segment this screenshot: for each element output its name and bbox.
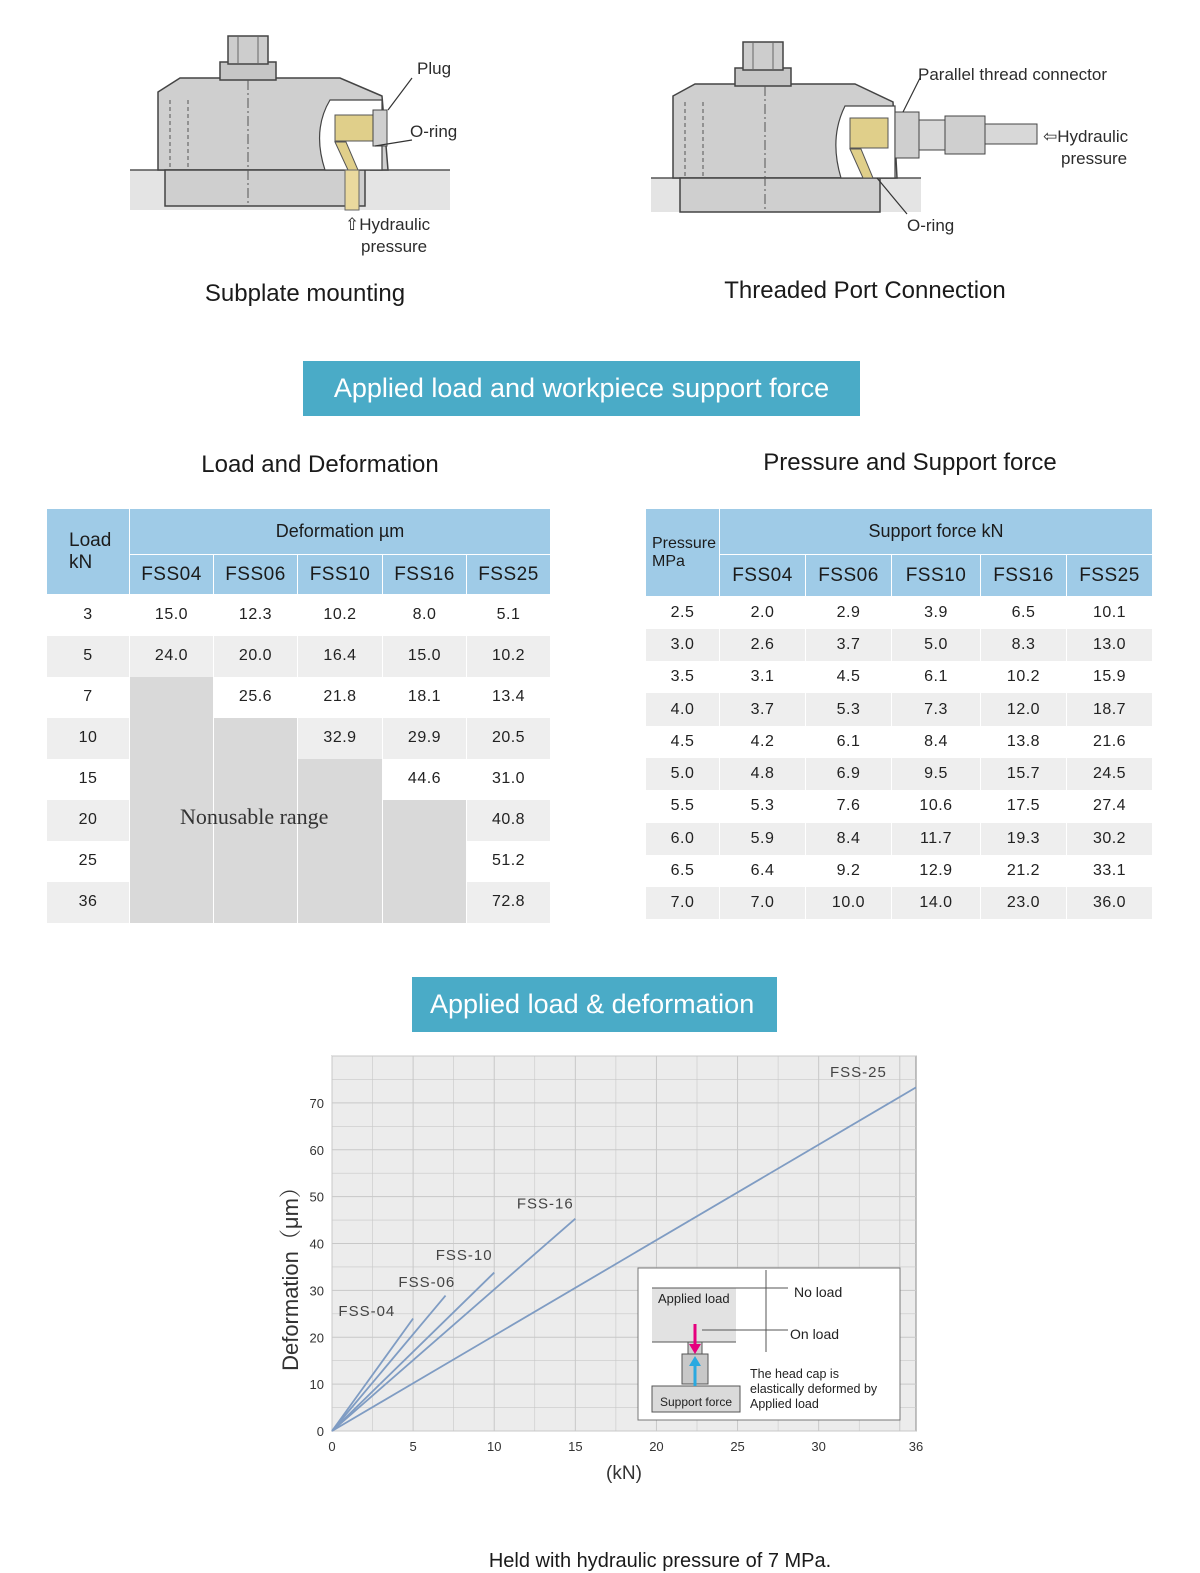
pressure-row-label: 6.5 [646, 855, 720, 887]
y-tick-label: 40 [309, 1236, 324, 1252]
pressure-cell: 14.0 [892, 887, 981, 919]
pressure-cell: 12.9 [892, 855, 981, 887]
table-row [646, 661, 1153, 693]
hydraulic-label-threaded [1043, 126, 1128, 170]
table-row [646, 597, 1153, 629]
pressure-cell: 10.2 [981, 661, 1067, 693]
section-banner-load-deformation: Applied load & deformation [412, 977, 777, 1032]
pressure-row-label: 2.5 [646, 597, 720, 629]
pressure-cell: 17.5 [981, 790, 1067, 822]
table-row [646, 693, 1153, 725]
pressure-cell: 18.7 [1067, 693, 1153, 725]
nonusable-cell [214, 841, 298, 882]
threaded-caption: Threaded Port Connection [724, 277, 1006, 304]
pressure-cell: 8.4 [806, 823, 892, 855]
load-cell: 13.4 [467, 677, 551, 718]
load-col-header: FSS04 [130, 555, 214, 595]
load-col-header: FSS10 [298, 555, 383, 595]
table-row [47, 882, 551, 923]
pressure-cell: 2.0 [720, 597, 806, 629]
table-row [646, 887, 1153, 919]
pressure-row-label: 5.0 [646, 758, 720, 790]
load-cell: 29.9 [383, 718, 467, 759]
inset-note-line1: The head cap is [750, 1367, 839, 1381]
pressure-cell: 15.7 [981, 758, 1067, 790]
pressure-cell: 7.0 [720, 887, 806, 919]
nonusable-cell [298, 841, 383, 882]
pressure-cell: 4.8 [720, 758, 806, 790]
pressure-cell: 6.1 [806, 726, 892, 758]
load-col-header: FSS06 [214, 555, 298, 595]
inset-support-force-label: Support force [660, 1395, 733, 1409]
y-tick-label: 0 [316, 1424, 324, 1439]
table-row [646, 726, 1153, 758]
load-row-label: 20 [47, 800, 130, 841]
nonusable-range-label: Nonusable range [180, 804, 329, 829]
pressure-col-header: FSS10 [892, 555, 981, 597]
hydraulic-label-threaded-line1: ⇦Hydraulic [1043, 127, 1129, 146]
pressure-cell: 6.4 [720, 855, 806, 887]
load-cell: 72.8 [467, 882, 551, 923]
series-label: FSS-10 [435, 1246, 493, 1264]
pressure-cell: 23.0 [981, 887, 1067, 919]
pressure-col-header: FSS16 [981, 555, 1067, 597]
nonusable-cell [214, 759, 298, 800]
load-cell: 31.0 [467, 759, 551, 800]
y-tick-label: 60 [309, 1142, 324, 1158]
footnote: Held with hydraulic pressure of 7 MPa. [488, 1550, 832, 1572]
pressure-cell: 6.1 [892, 661, 981, 693]
load-header-line1: Load [69, 529, 112, 551]
load-header-line2: kN [69, 551, 93, 573]
load-deformation-table [46, 508, 551, 923]
pressure-row-label: 4.0 [646, 693, 720, 725]
nonusable-cell [383, 882, 467, 923]
pressure-cell: 33.1 [1067, 855, 1153, 887]
load-cell: 15.0 [130, 595, 214, 636]
table-row [646, 823, 1153, 855]
pressure-cell: 3.1 [720, 661, 806, 693]
nonusable-cell [130, 759, 214, 800]
pressure-cell: 27.4 [1067, 790, 1153, 822]
table-row [47, 759, 551, 800]
pressure-cell: 10.6 [892, 790, 981, 822]
pressure-row-label: 6.0 [646, 823, 720, 855]
pressure-cell: 5.3 [806, 693, 892, 725]
y-tick-label: 70 [309, 1095, 324, 1111]
table-row [47, 677, 551, 718]
load-cell: 32.9 [298, 718, 383, 759]
pressure-cell: 5.0 [892, 629, 981, 661]
load-row-label: 25 [47, 841, 130, 882]
nonusable-cell [130, 841, 214, 882]
x-tick-label: 15 [568, 1439, 583, 1454]
pressure-cell: 10.1 [1067, 597, 1153, 629]
support-force-group-header: Support force kN [720, 509, 1153, 555]
pressure-cell: 5.9 [720, 823, 806, 855]
pressure-header-line1: Pressure [652, 534, 717, 552]
pressure-cell: 21.2 [981, 855, 1067, 887]
nonusable-cell [298, 759, 383, 800]
pressure-cell: 6.9 [806, 758, 892, 790]
load-table-title: Load and Deformation [201, 451, 439, 478]
load-row-label: 36 [47, 882, 130, 923]
pressure-cell: 8.4 [892, 726, 981, 758]
load-deformation-chart [260, 1040, 960, 1490]
load-cell: 51.2 [467, 841, 551, 882]
hydraulic-label-subplate-line2: pressure [361, 237, 428, 256]
y-axis-label: Deformation（μm） [278, 1176, 303, 1371]
load-row-label: 7 [47, 677, 130, 718]
table-row [47, 595, 551, 636]
load-cell: 10.2 [467, 636, 551, 677]
inset-note-line3: Applied load [750, 1397, 819, 1411]
series-label: FSS-16 [516, 1195, 574, 1213]
y-tick-label: 10 [309, 1377, 324, 1393]
pressure-cell: 13.0 [1067, 629, 1153, 661]
series-label: FSS-25 [829, 1064, 887, 1082]
pressure-cell: 4.2 [720, 726, 806, 758]
x-tick-label: 25 [730, 1439, 745, 1454]
pressure-header [646, 509, 720, 597]
nonusable-cell [214, 882, 298, 923]
pressure-cell: 36.0 [1067, 887, 1153, 919]
nonusable-cell [383, 800, 467, 841]
pressure-cell: 21.6 [1067, 726, 1153, 758]
y-tick-label: 30 [309, 1283, 324, 1299]
load-row-label: 3 [47, 595, 130, 636]
x-tick-label: 0 [328, 1439, 336, 1454]
pressure-row-label: 3.5 [646, 661, 720, 693]
load-cell: 15.0 [383, 636, 467, 677]
x-tick-label: 5 [409, 1439, 417, 1454]
load-cell: 24.0 [130, 636, 214, 677]
pressure-cell: 9.5 [892, 758, 981, 790]
load-cell: 25.6 [214, 677, 298, 718]
pressure-cell: 10.0 [806, 887, 892, 919]
load-cell: 20.5 [467, 718, 551, 759]
pressure-col-header: FSS25 [1067, 555, 1153, 597]
pressure-cell: 15.9 [1067, 661, 1153, 693]
pressure-header-line2: MPa [652, 552, 685, 570]
y-tick-label: 50 [309, 1189, 324, 1205]
oring-label-subplate: O-ring [410, 122, 458, 141]
hydraulic-label-subplate-line1: ⇧Hydraulic [345, 215, 431, 234]
load-col-header: FSS25 [467, 555, 551, 595]
x-tick-label: 10 [486, 1439, 502, 1454]
load-cell: 21.8 [298, 677, 383, 718]
table-row [646, 629, 1153, 661]
pressure-cell: 8.3 [981, 629, 1067, 661]
y-tick-label: 20 [309, 1330, 324, 1346]
pressure-cell: 3.9 [892, 597, 981, 629]
pressure-cell: 4.5 [806, 661, 892, 693]
table-row [47, 636, 551, 677]
load-header [47, 509, 130, 595]
table-row [646, 790, 1153, 822]
load-cell: 10.2 [298, 595, 383, 636]
load-cell: 44.6 [383, 759, 467, 800]
table-row [47, 841, 551, 882]
load-row-label: 5 [47, 636, 130, 677]
pressure-cell: 6.5 [981, 597, 1067, 629]
subplate-caption: Subplate mounting [204, 280, 406, 307]
pressure-cell: 2.6 [720, 629, 806, 661]
load-cell: 16.4 [298, 636, 383, 677]
table-row [646, 758, 1153, 790]
pressure-cell: 12.0 [981, 693, 1067, 725]
pressure-cell: 2.9 [806, 597, 892, 629]
table-row [646, 855, 1153, 887]
section-banner-applied-load: Applied load and workpiece support force [303, 361, 860, 416]
hydraulic-label-subplate [345, 214, 430, 258]
load-cell: 18.1 [383, 677, 467, 718]
pressure-row-label: 4.5 [646, 726, 720, 758]
pressure-col-header: FSS04 [720, 555, 806, 597]
inset-on-load-label: On load [790, 1326, 840, 1342]
nonusable-cell [298, 882, 383, 923]
inset-note-line2: elastically deformed by [750, 1382, 878, 1396]
pressure-cell: 30.2 [1067, 823, 1153, 855]
pressure-cell: 3.7 [720, 693, 806, 725]
load-col-header: FSS16 [383, 555, 467, 595]
pressure-row-label: 3.0 [646, 629, 720, 661]
pressure-cell: 13.8 [981, 726, 1067, 758]
pressure-row-label: 7.0 [646, 887, 720, 919]
load-row-label: 15 [47, 759, 130, 800]
pressure-cell: 11.7 [892, 823, 981, 855]
connector-label: Parallel thread connector [918, 65, 1108, 84]
x-tick-label: 20 [649, 1439, 664, 1454]
pressure-col-header: FSS06 [806, 555, 892, 597]
load-cell: 12.3 [214, 595, 298, 636]
load-cell: 8.0 [383, 595, 467, 636]
table-row [47, 718, 551, 759]
x-axis-label: (kN) [606, 1463, 642, 1484]
pressure-support-table [645, 508, 1153, 919]
nonusable-cell [130, 718, 214, 759]
load-cell: 40.8 [467, 800, 551, 841]
pressure-cell: 7.3 [892, 693, 981, 725]
load-row-label: 10 [47, 718, 130, 759]
series-label: FSS-04 [338, 1303, 396, 1321]
pressure-cell: 19.3 [981, 823, 1067, 855]
load-cell: 5.1 [467, 595, 551, 636]
nonusable-cell [214, 718, 298, 759]
pressure-row-label: 5.5 [646, 790, 720, 822]
inset-no-load-label: No load [794, 1284, 843, 1300]
subplate-mounting-diagram [120, 30, 460, 220]
pressure-table-title: Pressure and Support force [763, 449, 1057, 476]
x-tick-label: 30 [811, 1439, 826, 1454]
pressure-cell: 24.5 [1067, 758, 1153, 790]
oring-label-threaded: O-ring [907, 216, 955, 235]
nonusable-cell [383, 841, 467, 882]
hydraulic-label-threaded-line2: pressure [1061, 149, 1128, 168]
deformation-group-header: Deformation µm [130, 509, 551, 555]
plug-label: Plug [417, 59, 452, 78]
x-tick-label: 36 [908, 1439, 924, 1454]
nonusable-cell [130, 882, 214, 923]
inset-applied-load-label: Applied load [658, 1291, 730, 1306]
pressure-cell: 7.6 [806, 790, 892, 822]
series-label: FSS-06 [398, 1274, 456, 1292]
pressure-cell: 5.3 [720, 790, 806, 822]
load-cell: 20.0 [214, 636, 298, 677]
nonusable-cell [130, 677, 214, 718]
pressure-cell: 9.2 [806, 855, 892, 887]
pressure-cell: 3.7 [806, 629, 892, 661]
